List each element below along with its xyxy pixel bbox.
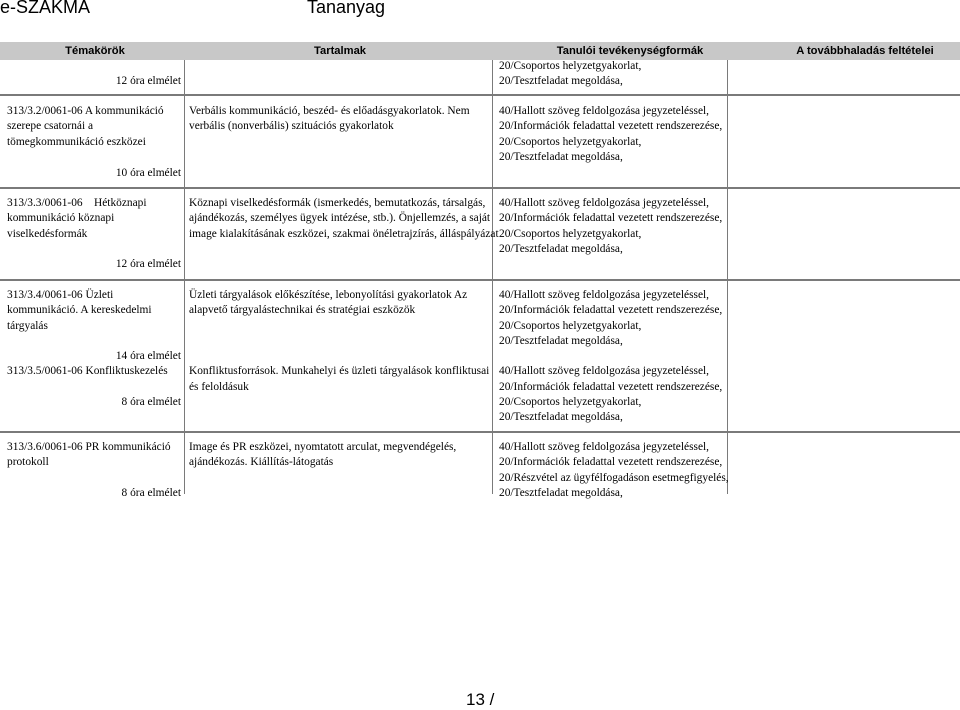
hours-label: 14 óra elmélet <box>115 350 181 362</box>
activity-line: 20/Részvétel az ügyfélfogadáson esetmegfigyelés, <box>499 472 729 484</box>
activity-line: 20/Tesztfeladat megoldása, <box>499 335 623 347</box>
topic-line: 313/3.6/0061-06 PR kommunikáció <box>7 441 171 453</box>
header-activities: Tanulói tevékenységformák <box>556 45 704 57</box>
document-title: Tananyag <box>307 0 386 17</box>
activity-line: 20/Csoportos helyzetgyakorlat, <box>499 320 642 332</box>
activity-line: 20/Tesztfeladat megoldása, <box>499 243 623 255</box>
activity-line: 20/Csoportos helyzetgyakorlat, <box>499 396 642 408</box>
content-line: Konfliktusforrások. Munkahelyi és üzleti tárgyalások konfliktusai <box>189 365 490 377</box>
hours-label: 10 óra elmélet <box>115 167 181 179</box>
column-divider <box>492 60 493 494</box>
header-contents: Tartalmak <box>313 45 367 57</box>
topic-line: 313/3.2/0061-06 A kommunikáció <box>7 105 164 117</box>
activity-line: 40/Hallott szöveg feldolgozása jegyzeteléssel, <box>499 289 710 301</box>
activity-line: 20/Tesztfeladat megoldása, <box>499 151 623 163</box>
topic-line: 313/3.5/0061-06 Konfliktuskezelés <box>7 365 168 377</box>
topic-line: protokoll <box>7 456 49 468</box>
topic-line: 313/3.3/0061-06 Hétköznapi <box>7 197 147 209</box>
row-divider <box>0 187 960 189</box>
row-divider <box>0 279 960 281</box>
topic-line: tárgyalás <box>7 320 48 332</box>
activity-line: 20/Tesztfeladat megoldása, <box>499 75 623 87</box>
activity-line: 20/Csoportos helyzetgyakorlat, <box>499 136 642 148</box>
content-line: alapvető tárgyalástechnikai és stratégiai eszközök <box>189 304 416 316</box>
activity-line: 40/Hallott szöveg feldolgozása jegyzeteléssel, <box>499 365 710 377</box>
hours-label: 8 óra elmélet <box>121 487 181 499</box>
topic-line: kommunikáció köznapi <box>7 212 115 224</box>
content-line: Verbális kommunikáció, beszéd- és előadásgyakorlatok. Nem <box>189 105 470 117</box>
activity-line: 40/Hallott szöveg feldolgozása jegyzeteléssel, <box>499 105 710 117</box>
row-divider <box>0 431 960 433</box>
activity-line: 20/Tesztfeladat megoldása, <box>499 487 623 499</box>
column-divider <box>727 60 728 494</box>
header-conditions: A továbbhaladás feltételei <box>796 45 934 57</box>
content-line: ajándékozás, személyes ügyek intézése, stb.). Önjellemzés, a saját <box>189 212 491 224</box>
row-divider <box>0 94 960 96</box>
content-line: és feloldásuk <box>189 381 249 393</box>
topic-line: kommunikáció. A kereskedelmi <box>7 304 152 316</box>
table-header <box>0 42 960 60</box>
activity-line: 20/Tesztfeladat megoldása, <box>499 411 623 423</box>
top-bar <box>0 0 960 22</box>
app-name: e-SZAKMA <box>0 0 91 17</box>
topic-line: 313/3.4/0061-06 Üzleti <box>7 289 114 301</box>
header-topics: Témakörök <box>65 45 125 57</box>
content-line: image kialakításának eszközei, szakmai önéletrajzírás, álláspályázat <box>189 228 499 240</box>
activity-line: 20/Információk feladattal vezetett rendszerezése, <box>499 381 723 393</box>
hours-label: 12 óra elmélet <box>115 258 181 270</box>
hours-label: 8 óra elmélet <box>121 396 181 408</box>
page-number: 13 / <box>466 690 495 709</box>
activity-line: 40/Hallott szöveg feldolgozása jegyzeteléssel, <box>499 441 710 453</box>
hours-label: 12 óra elmélet <box>115 75 181 87</box>
activity-line: 20/Információk feladattal vezetett rendszerezése, <box>499 212 723 224</box>
content-line: ajándékozás. Kiállítás-látogatás <box>189 456 334 468</box>
activity-line: 20/Csoportos helyzetgyakorlat, <box>499 228 642 240</box>
topic-line: szerepe csatornái a <box>7 120 94 132</box>
content-line: verbális (nonverbális) szituációs gyakorlatok <box>189 120 394 132</box>
activity-line: 20/Információk feladattal vezetett rendszerezése, <box>499 120 723 132</box>
activity-line: 20/Csoportos helyzetgyakorlat, <box>499 60 642 72</box>
content-line: Üzleti tárgyalások előkészítése, lebonyolítási gyakorlatok Az <box>189 289 468 301</box>
activity-line: 40/Hallott szöveg feldolgozása jegyzeteléssel, <box>499 197 710 209</box>
activity-line: 20/Információk feladattal vezetett rendszerezése, <box>499 304 723 316</box>
content-line: Köznapi viselkedésformák (ismerkedés, bemutatkozás, társalgás, <box>189 197 486 209</box>
column-divider <box>184 60 185 494</box>
activity-line: 20/Információk feladattal vezetett rendszerezése, <box>499 456 723 468</box>
content-line: Image és PR eszközei, nyomtatott arculat, megvendégelés, <box>189 441 457 453</box>
topic-line: viselkedésformák <box>7 228 88 240</box>
topic-line: tömegkommunikáció eszközei <box>7 136 146 148</box>
